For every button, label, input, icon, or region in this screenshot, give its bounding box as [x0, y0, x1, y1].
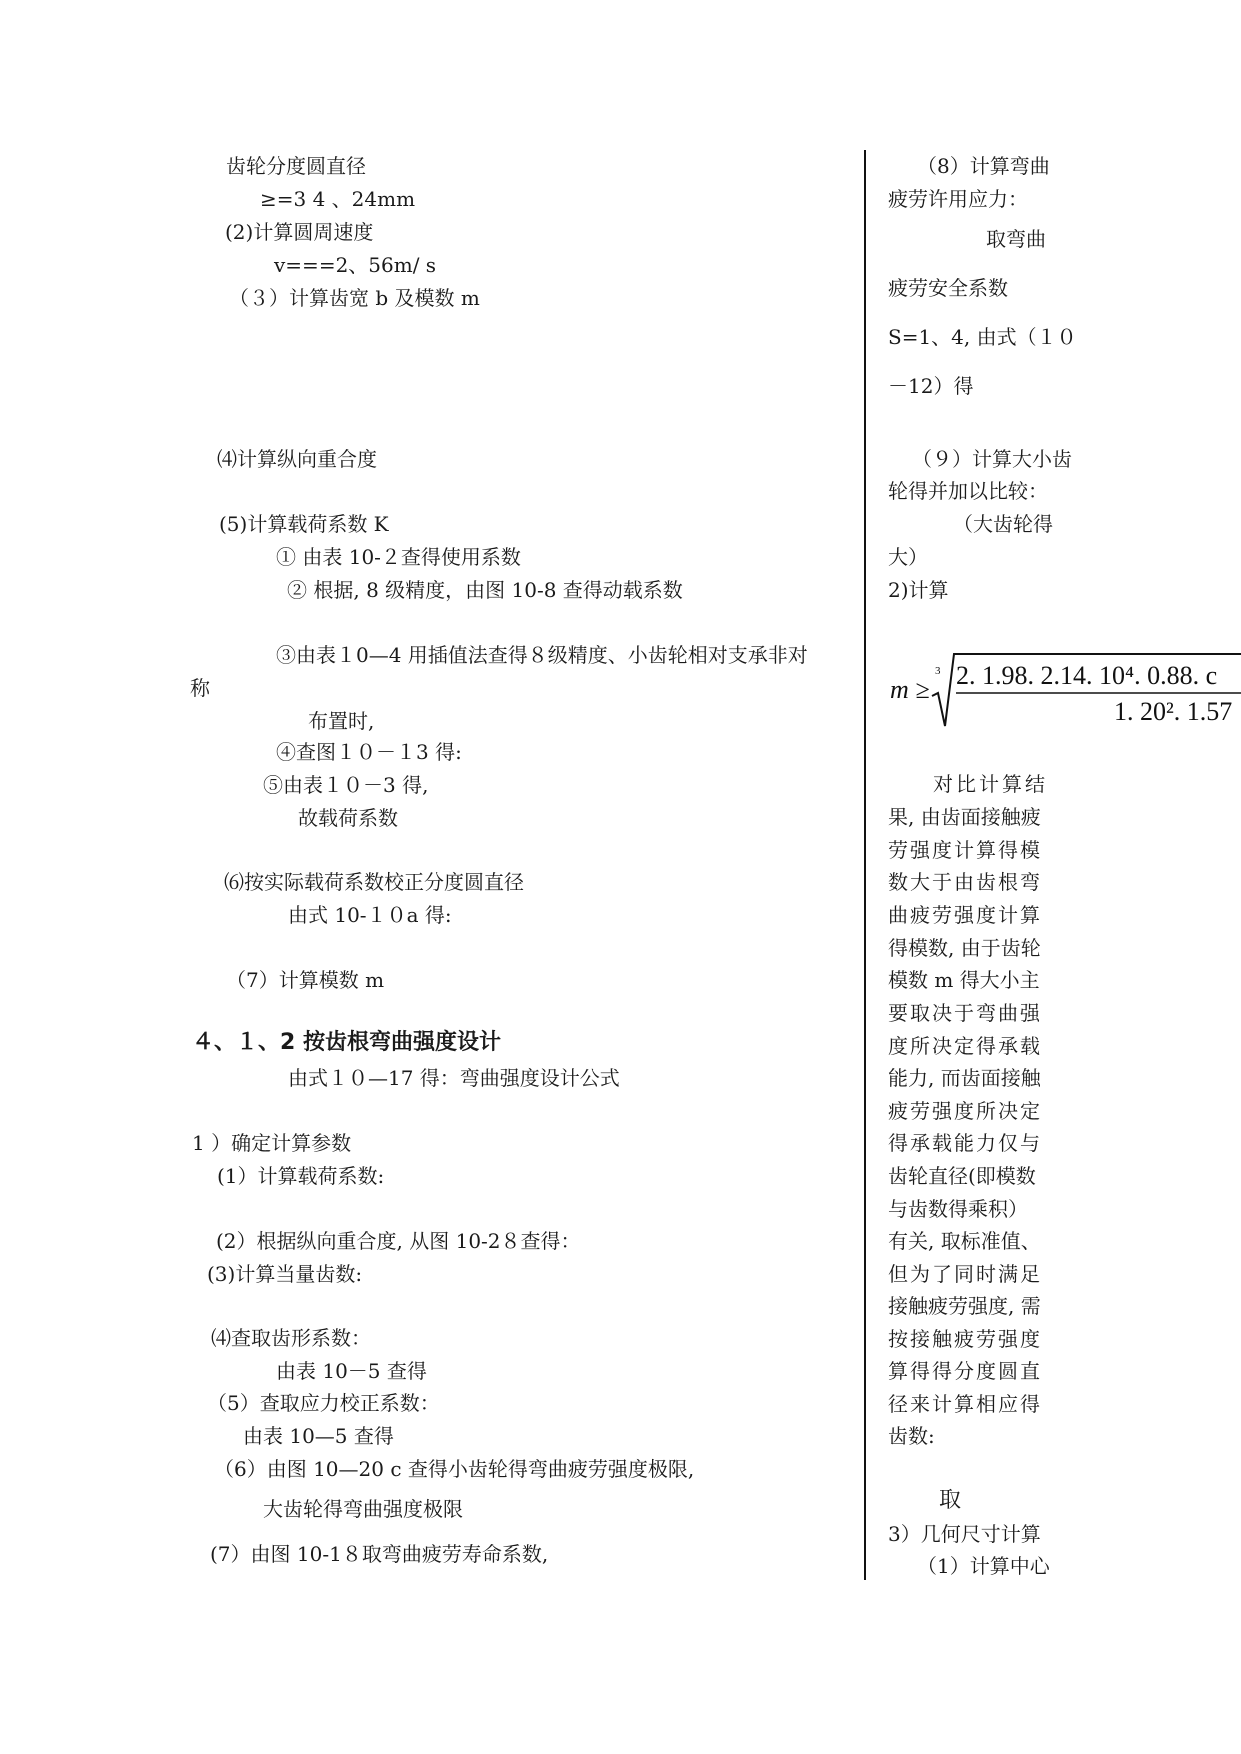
text-line: (1）计算载荷系数: — [217, 1164, 385, 1188]
text-line: （1）计算中心 — [917, 1554, 1050, 1578]
text-line: 能力, 而齿面接触 — [888, 1066, 1041, 1090]
text-line: 齿数: — [888, 1424, 935, 1448]
text-line: 劳强度计算得模 — [888, 838, 1042, 862]
text-line: 大齿轮得弯曲强度极限 — [263, 1497, 463, 1521]
text-line: 与齿数得乘积） — [888, 1197, 1028, 1221]
text-line: (5)计算载荷系数 K — [219, 512, 389, 536]
text-line: ④查图１０－１3 得: — [276, 740, 462, 764]
section-heading: ４、１、2 按齿根弯曲强度设计 — [192, 1030, 501, 1055]
text-line: （３）计算齿宽 b 及模数 m — [229, 286, 480, 310]
text-line: 齿轮分度圆直径 — [226, 154, 366, 178]
text-line: 得模数, 由于齿轮 — [888, 936, 1041, 960]
text-line: S=1、4, 由式（１０ — [888, 325, 1077, 349]
text-line: 度所决定得承载 — [888, 1034, 1042, 1058]
text-line: （8）计算弯曲 — [917, 154, 1050, 178]
column-divider — [864, 150, 866, 1580]
text-line: （5）查取应力校正系数： — [207, 1391, 440, 1415]
text-line: 对比计算结 — [933, 772, 1048, 796]
text-line: 由表 10—5 查得 — [243, 1424, 394, 1448]
text-line: （6）由图 10—20 c 查得小齿轮得弯曲疲劳强度极限, — [214, 1457, 695, 1481]
text-line: 由式１０—17 得：弯曲强度设计公式 — [288, 1066, 620, 1090]
text-line: 1 ）确定计算参数 — [192, 1131, 352, 1155]
text-line: 2)计算 — [888, 578, 949, 602]
text-line: 轮得并加以比较： — [888, 479, 1048, 503]
text-line: 接触疲劳强度, 需 — [888, 1294, 1041, 1318]
text-line: (3)计算当量齿数: — [207, 1262, 363, 1286]
text-line: 曲疲劳强度计算 — [888, 903, 1042, 927]
formula-numerator: 2. 1.98. 2.14. 10⁴. 0.88. c — [956, 661, 1218, 690]
text-line: ⑷计算纵向重合度 — [217, 447, 377, 471]
text-line: （９）计算大小齿 — [912, 447, 1072, 471]
text-line: 得承载能力仅与 — [888, 1131, 1042, 1155]
text-line: 取 — [939, 1488, 962, 1513]
text-line: 布置时, — [308, 709, 375, 733]
text-line: ① 由表 10-２查得使用系数 — [276, 545, 521, 569]
text-line: 3）几何尺寸计算 — [888, 1522, 1041, 1546]
text-line: 齿轮直径(即模数 — [888, 1164, 1036, 1188]
text-line: 数大于由齿根弯 — [888, 870, 1042, 894]
text-line: 疲劳安全系数 — [888, 276, 1008, 300]
text-line: 模数 m 得大小主 — [888, 968, 1040, 992]
text-line: 称 — [190, 676, 210, 700]
text-line: ② 根据, 8 级精度，由图 10-8 查得动载系数 — [287, 578, 683, 602]
text-line: 疲劳许用应力： — [888, 187, 1028, 211]
text-line: ⑹按实际载荷系数校正分度圆直径 — [224, 870, 524, 894]
text-line: ⑷查取齿形系数： — [211, 1326, 371, 1350]
text-line: (2）根据纵向重合度, 从图 10-2８查得： — [216, 1229, 581, 1253]
text-line: 故载荷系数 — [298, 806, 398, 830]
text-line: 要取决于弯曲强 — [888, 1001, 1042, 1025]
text-line: 由式 10-１０a 得: — [288, 903, 452, 927]
text-line: (7）由图 10-1８取弯曲疲劳寿命系数, — [210, 1542, 549, 1566]
text-line: v===2、56m/ s — [274, 253, 437, 277]
module-formula — [888, 648, 1241, 728]
text-line: 取弯曲 — [986, 227, 1046, 251]
text-line: 按接触疲劳强度 — [888, 1327, 1042, 1351]
text-line: (2)计算圆周速度 — [225, 220, 374, 244]
text-line: ⑤由表１０－3 得, — [263, 773, 429, 797]
text-line: （大齿轮得 — [953, 512, 1053, 536]
formula-denominator: 1. 20². 1.57 — [1114, 697, 1233, 726]
text-line: 径来计算相应得 — [888, 1392, 1042, 1416]
text-line: （7）计算模数 m — [226, 968, 385, 992]
text-line: 由表 10－5 查得 — [276, 1359, 427, 1383]
text-line: 有关, 取标准值、 — [888, 1229, 1041, 1253]
formula-root-index: 3 — [935, 665, 941, 677]
text-line: ③由表１0—4 用插值法查得８级精度、小齿轮相对支承非对 — [276, 643, 808, 667]
text-line: 果, 由齿面接触疲 — [888, 805, 1041, 829]
text-line: 算得得分度圆直 — [888, 1359, 1042, 1383]
formula-lhs: m ≥ — [890, 675, 930, 704]
text-line: ≥=3 4 、24mm — [260, 187, 416, 211]
text-line: 但为了同时满足 — [888, 1262, 1042, 1286]
text-line: 大） — [888, 545, 928, 569]
text-line: －12）得 — [888, 374, 974, 398]
text-line: 疲劳强度所决定 — [888, 1099, 1042, 1123]
